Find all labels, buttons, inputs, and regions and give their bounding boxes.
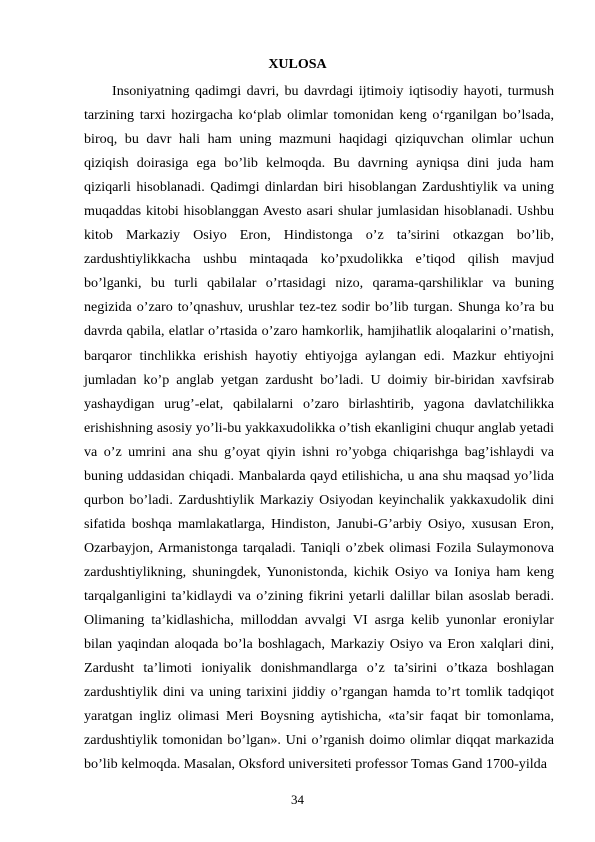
body-paragraph: Insoniyatning qadimgi davri, bu davrdagi ijtimoiy iqtisodiy hayoti, turmush tarzining tarxi hozirgacha koʻplab olimlar tomonidan keng oʻrganilgan bo’lsada, biroq, bu davr hali ham uning mazmuni haqidagi qiziquvchan olimlar uchun qiziqish doirasiga ega bo’lib kelmoqda. Bu davrning ayniqsa dini juda ham qiziqarli hisoblanadi. Qadimgi dinlardan biri hisoblangan Zardushtiylik va uning muqaddas kitobi hisoblanggan Avesto asari shular jumlasidan hisoblanadi. Ushbu kitob Markaziy Osiyo Eron, Hindistonga o’z ta’sirini otkazgan bo’lib, zardushtiylikkacha ushbu mintaqada ko’pxudolikka e’tiqod qilish mavjud bo’lganki, bu turli qabilalar o’rtasidagi nizo, qarama-qarshiliklar va buning negizida o’zaro to’qnashuv, urushlar tez-tez sodir bo’lib turgan. Shunga ko’ra bu davrda qabila, elatlar o’rtasida o’zaro hamkorlik, hamjihatlik aloqalarini o’rnatish, barqaror tinchlikka erishish hayotiy ehtiyojga aylangan edi. Mazkur ehtiyojni jumladan ko’p anglab yetgan zardusht bo’ladi. U doimiy bir-biridan xavfsirab yashaydigan urug’-elat, qabilalarni o’zaro birlashtirib, yagona davlatchilikka erishishning asosiy yo’li-bu yakkaxudolikka o’tish ekanligini chuqur anglab yetadi va o’z umrini ana shu g’oyat qiyin ishni ro’yobga chiqarishga bag’ishlaydi va buning uddasidan chiqadi. Manbalarda qayd etilishicha, u ana shu maqsad yo’lida qurbon bo’ladi. Zardushtiylik Markaziy Osiyodan keyinchalik yakkaxudolik dini sifatida boshqa mamlakatlarga, Hindiston, Janubi-G’arbiy Osiyo, xususan Eron, Ozarbayjon, Armanistonga tarqaladi. Taniqli o’zbek olimasi Fozila Sulaymonova zardushtiylikning, shuningdek, Yunonistonda, kichik Osiyo va Ioniya ham keng tarqalganligini ta’kidlaydi va o’zining fikrini yetarli dalillar bilan asoslab beradi. Olimaning ta’kidlashicha, milloddan avvalgi VI asrga kelib yunonlar eroniylar bilan yaqindan aloqada bo’la boshlagach, Markaziy Osiyo va Eron xalqlari dini, Zardusht ta’limoti ioniyalik donishmandlarga o’z ta’sirini o’tkaza boshlagan zardushtiylik dini va uning tarixini jiddiy o’rgangan hamda to’rt tomlik tadqiqot yaratgan ingliz olimasi Meri Boysning aytishicha, «ta’sir faqat bir tomonlama, zardushtiylik tomonidan bo’lgan». Uni o’rganish doimo olimlar diqqat markazida bo’lib kelmoqda. Masalan, Oksford universiteti professor Tomas Gand 1700-yilda: [84, 83, 554, 773]
page-number: 34: [291, 792, 304, 807]
page-title: XULOSA: [268, 57, 327, 72]
